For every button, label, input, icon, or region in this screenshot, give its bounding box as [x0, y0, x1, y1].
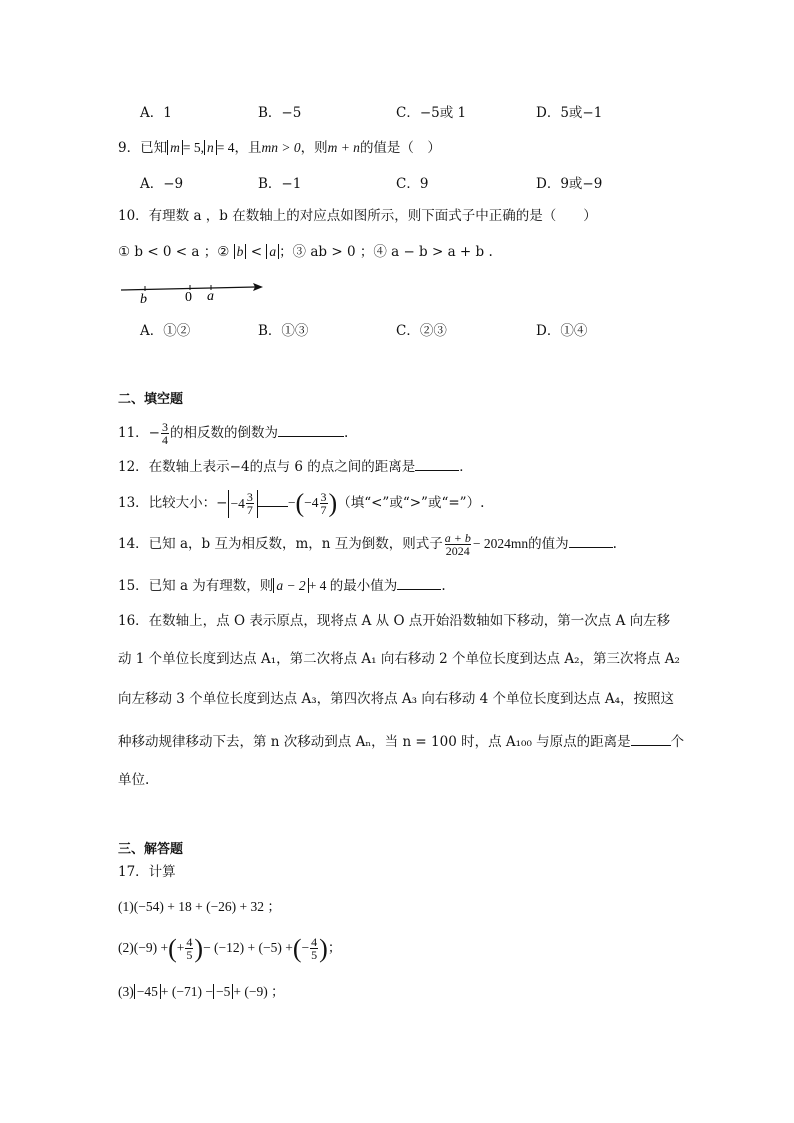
q10-option-b: B．①③ — [258, 323, 309, 339]
q16-answer-blank[interactable] — [631, 732, 671, 746]
label-b: b — [140, 292, 147, 307]
q16-line-1: 16．在数轴上，点 O 表示原点，现将点 A 从 O 点开始沿数轴如下移动，第一次点 A 向左移 — [118, 613, 671, 629]
q13-answer-blank[interactable] — [258, 493, 288, 507]
q10-question: 10．有理数 a ，b 在数轴上的对应点如图所示，则下面式子中正确的是（ ） — [118, 208, 597, 224]
q10-option-c: C．②③ — [396, 323, 447, 339]
q8-option-d: D．5或−1 — [536, 105, 603, 121]
q9-option-c: C．9 — [396, 176, 429, 192]
q11-question: 11．− $\frac{3}{4}$ 的相反数的倒数为 . — [118, 420, 349, 447]
label-a: a — [207, 289, 214, 304]
q14-fraction: $\frac{a + b}{2024}$ — [444, 531, 471, 558]
q9-option-d: D．9或−9 — [536, 176, 603, 192]
q8-option-b: B．−5 — [258, 105, 302, 121]
section-2-heading: 二、填空题 — [118, 392, 184, 407]
q16-line-2: 动 1 个单位长度到达点 A₁，第二次将点 A₁ 向右移动 2 个单位长度到达点 A₂，第三次将点 A₂ — [118, 651, 680, 667]
q17-part-2: (2)(−9) +(+ $\frac{4}{5}$ )− (−12) + (−5) +(− $\frac{4}{5}$ )； — [118, 933, 342, 963]
q12-question: 12．在数轴上表示−4的点与 6 的点之间的距离是 ． — [118, 459, 473, 475]
q11-fraction: $\frac{3}{4}$ — [162, 420, 168, 447]
q13-abs-value: −4 $\frac{3}{7}$ — [228, 490, 258, 518]
q9-option-a: A．−9 — [140, 176, 184, 192]
q10-option-a: A．①② — [140, 323, 191, 339]
label-0: 0 — [185, 290, 192, 305]
q10-option-d: D．①④ — [536, 323, 588, 339]
q16-line-3: 向左移动 3 个单位长度到达点 A₃，第四次将点 A₃ 向右移动 4 个单位长度到达点 A₄，按照这 — [118, 691, 674, 707]
q12-answer-blank[interactable] — [415, 457, 459, 471]
q10-statements: ① b < 0 < a ；② b < a ；③ ab > 0 ；④ a − b > a + b . — [118, 244, 493, 260]
q17-title: 17．计算 — [118, 864, 176, 880]
section-3-heading: 三、解答题 — [118, 842, 184, 857]
q9-question: 9．已知 m = 5, n = 4，且mn > 0，则m + n的值是（ ） — [118, 140, 441, 156]
q14-question: 14．已知 a，b 互为相反数，m，n 互为倒数，则式子 $\frac{a + b}{2024}$ − 2024mn的值为 . — [118, 531, 617, 558]
q15-answer-blank[interactable] — [397, 576, 441, 590]
q11-answer-blank[interactable] — [278, 423, 344, 437]
q8-option-a: A．1 — [140, 105, 172, 121]
q15-question: 15．已知 a 为有理数，则 a − 2 + 4 的最小值为 . — [118, 578, 446, 594]
q9-option-b: B．−1 — [258, 176, 302, 192]
q16-line-4: 种移动规律移动下去，第 n 次移动到点 Aₙ，当 n = 100 时，点 A₁₀₀ 与原点的距离是 个 — [118, 734, 685, 750]
q8-option-c: C．−5或 1 — [396, 105, 467, 121]
q17-part-1: (1)(−54) + 18 + (−26) + 32 ； — [118, 899, 281, 914]
q10-number-line — [118, 278, 268, 308]
q9-abs-m: m — [167, 140, 183, 155]
q13-question: 13．比较大小：− −4 $\frac{3}{7}$ −(−4 $\frac{3}{7}$ )（填“<”或“>”或“=”）. — [118, 488, 485, 518]
q16-line-5: 单位. — [118, 772, 150, 788]
q17-part-3: (3) −45 + (−71) − −5 + (−9) ； — [118, 984, 285, 999]
q9-abs-n: n — [204, 140, 217, 155]
q14-answer-blank[interactable] — [569, 534, 613, 548]
